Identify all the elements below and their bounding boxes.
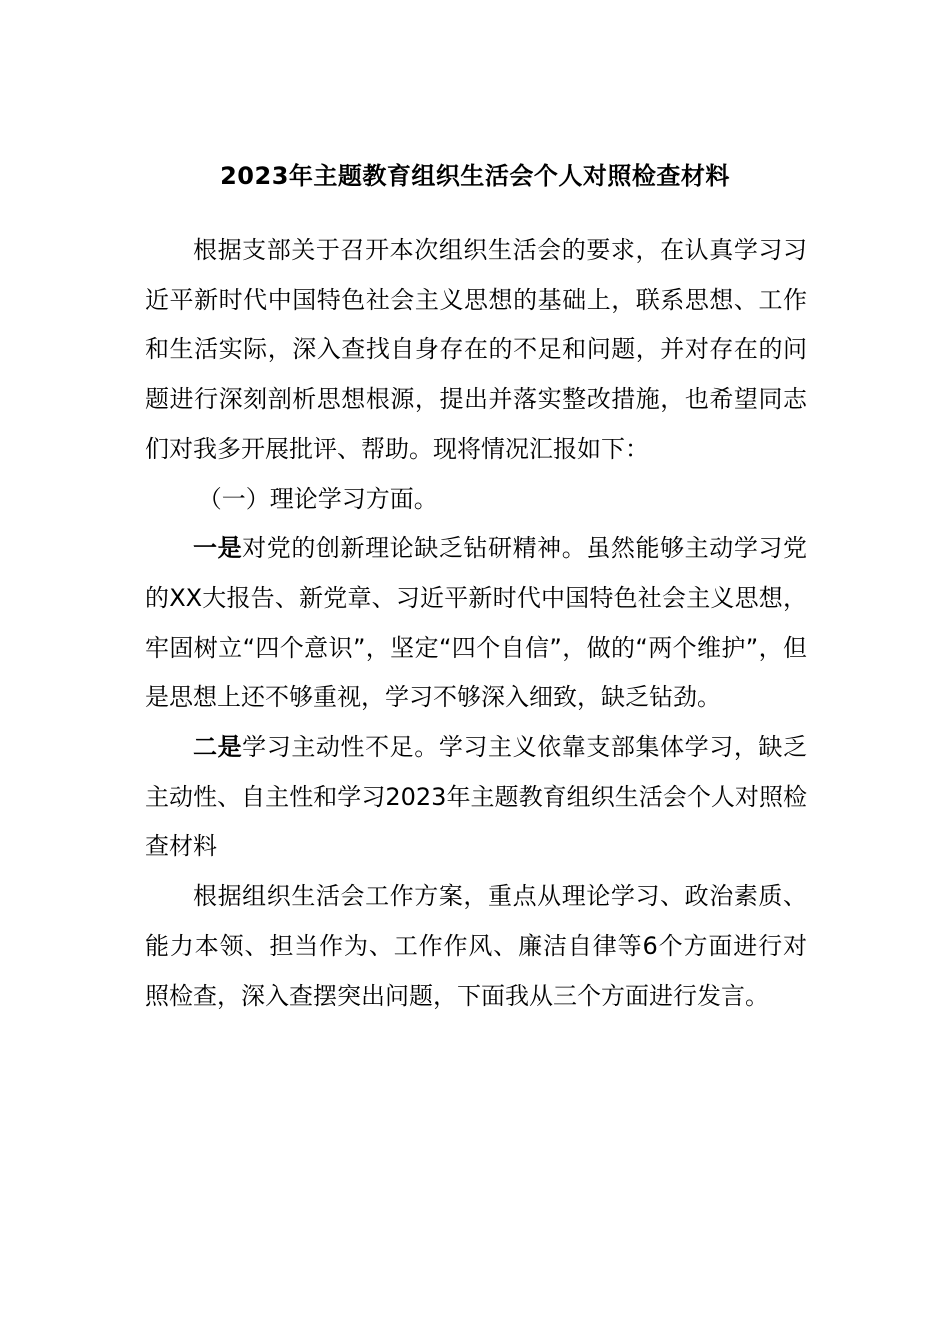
problem-two-text: 学习主动性不足。学习主义依靠支部集体学习，缺乏主动性、自主性和学习2023年主题教育组织生活会个人对照检查材料 bbox=[145, 733, 808, 861]
plan-paragraph-text: 根据组织生活会工作方案，重点从理论学习、政治素质、能力本领、担当作为、工作作风、廉洁自律等6个方面进行对照检查，深入查摆突出问题，下面我从三个方面进行发言。 bbox=[145, 882, 807, 1010]
problem-one-lead: 一是 bbox=[193, 534, 243, 563]
problem-one-text: 对党的创新理论缺乏钻研精神。虽然能够主动学习党的XX大报告、新党章、习近平新时代中国特色社会主义思想，牢固树立“四个意识”，坚定“四个自信”，做的“两个维护”，但是思想上还不够重视，学习不够深入细致，缺乏钻劲。 bbox=[145, 534, 808, 712]
section-heading-theory-study bbox=[145, 475, 807, 525]
plan-paragraph bbox=[145, 872, 807, 1021]
problem-two-lead: 二是 bbox=[193, 733, 243, 762]
intro-paragraph-text: 根据支部关于召开本次组织生活会的要求，在认真学习习近平新时代中国特色社会主义思想的基础上，联系思想、工作和生活实际，深入查找自身存在的不足和问题，并对存在的问题进行深刻剖析思想根源，提出并落实整改措施，也希望同志们对我多开展批评、帮助。现将情况汇报如下： bbox=[145, 236, 807, 463]
document-title: 2023年主题教育组织生活会个人对照检查材料 bbox=[220, 162, 730, 190]
problem-paragraph-two bbox=[145, 723, 807, 872]
document-body bbox=[145, 226, 807, 1021]
intro-paragraph bbox=[145, 226, 807, 475]
section-heading-text: （一）理论学习方面。 bbox=[197, 484, 438, 513]
problem-paragraph-one bbox=[145, 524, 807, 723]
